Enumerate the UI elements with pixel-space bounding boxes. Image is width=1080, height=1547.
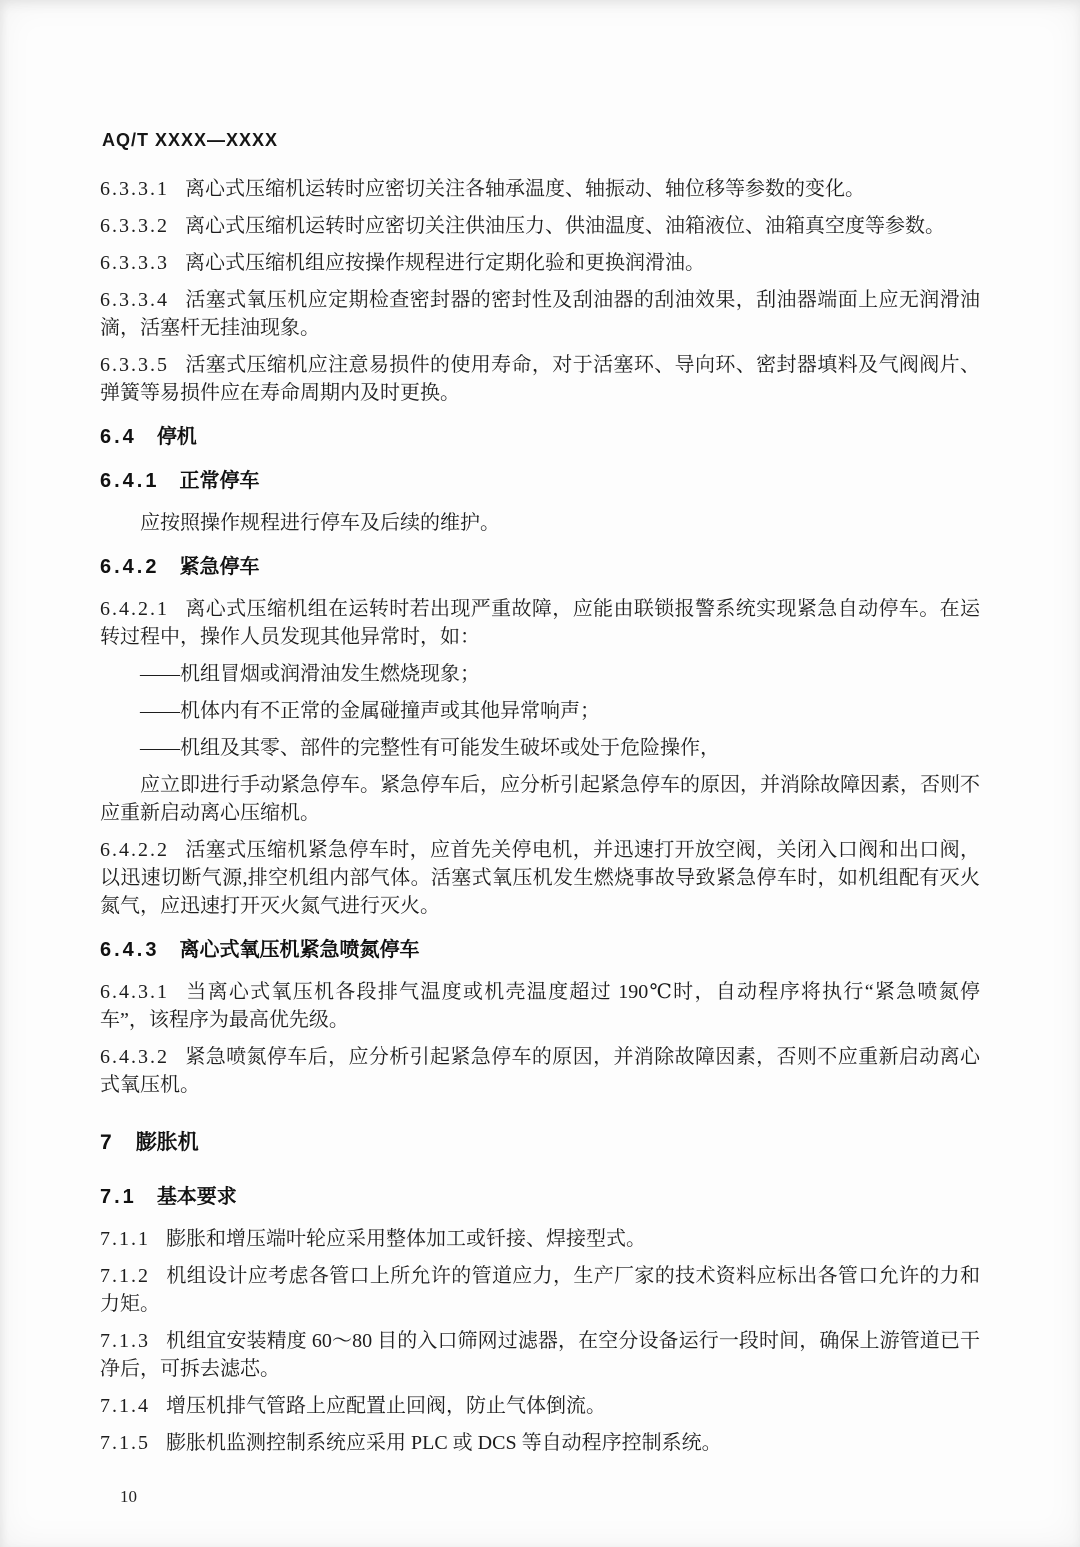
dash-list-item — [100, 660, 980, 688]
clause-text: 活塞式压缩机应注意易损件的使用寿命，对于活塞环、导向环、密封器填料及气阀阀片、弹簧等易损件应在寿命周期内及时更换。 — [100, 354, 980, 404]
section-heading — [100, 1183, 980, 1211]
clause-text: 应立即进行手动紧急停车。紧急停车后，应分析引起紧急停车的原因，并消除故障因素，否则不应重新启动离心压缩机。 — [100, 774, 980, 824]
body-paragraph — [100, 771, 980, 827]
clause-number: 7.1.1 — [100, 1228, 150, 1250]
clause-paragraph — [100, 249, 980, 277]
clause-number: 6.4.3.1 — [100, 981, 169, 1003]
clause-number: 6.4.1 — [100, 470, 160, 492]
clause-paragraph — [100, 836, 980, 920]
section-heading — [100, 553, 980, 581]
clause-text: 离心式压缩机组应按操作规程进行定期化验和更换润滑油。 — [185, 252, 705, 274]
clause-number: 6.3.3.1 — [100, 178, 169, 200]
clause-number: 6.4.2 — [100, 556, 160, 578]
clause-text: 离心式压缩机运转时应密切关注各轴承温度、轴振动、轴位移等参数的变化。 — [185, 178, 865, 200]
clause-text: 正常停车 — [179, 470, 260, 492]
clause-text: 离心式压缩机组在运转时若出现严重故障，应能由联锁报警系统实现紧急自动停车。在运转过程中，操作人员发现其他异常时，如： — [100, 598, 980, 648]
clause-paragraph — [100, 1392, 980, 1420]
clause-text: 紧急停车 — [179, 556, 260, 578]
clause-text: 离心式氧压机紧急喷氮停车 — [179, 939, 420, 961]
dash-list-item — [100, 697, 980, 725]
clause-number: 7 — [100, 1131, 114, 1154]
clause-number: 7.1.3 — [100, 1330, 150, 1352]
clause-number: 7.1.5 — [100, 1432, 150, 1454]
clause-text: 增压机排气管路上应配置止回阀，防止气体倒流。 — [166, 1395, 606, 1417]
clause-paragraph — [100, 1327, 980, 1383]
dash-list-item — [100, 734, 980, 762]
clause-number: 6.3.3.3 — [100, 252, 169, 274]
chapter-heading — [100, 1129, 980, 1157]
page-number: 10 — [120, 1487, 137, 1506]
clause-paragraph — [100, 1225, 980, 1253]
clause-paragraph — [100, 351, 980, 407]
clause-text: 机组宜安装精度 60～80 目的入口筛网过滤器，在空分设备运行一段时间，确保上游管道已干净后，可拆去滤芯。 — [100, 1330, 980, 1380]
clause-number: 6.4.3 — [100, 939, 160, 961]
clause-paragraph — [100, 1262, 980, 1318]
section-heading — [100, 936, 980, 964]
clause-text: 膨胀机监测控制系统应采用 PLC 或 DCS 等自动程序控制系统。 — [166, 1432, 722, 1454]
clause-number: 6.3.3.4 — [100, 289, 169, 311]
standard-number-header: AQ/T XXXX—XXXX — [102, 130, 279, 150]
clause-text: 应按照操作规程进行停车及后续的维护。 — [140, 512, 500, 534]
clause-text: 紧急喷氮停车后，应分析引起紧急停车的原因，并消除故障因素，否则不应重新启动离心式氧压机。 — [100, 1046, 980, 1096]
clause-text: 膨胀和增压端叶轮应采用整体加工或钎接、焊接型式。 — [166, 1228, 646, 1250]
clause-number: 6.3.3.2 — [100, 215, 169, 237]
clause-text: ——机体内有不正常的金属碰撞声或其他异常响声； — [140, 700, 600, 722]
clause-paragraph — [100, 1043, 980, 1099]
clause-text: 离心式压缩机运转时应密切关注供油压力、供油温度、油箱液位、油箱真空度等参数。 — [185, 215, 945, 237]
clause-number: 6.4 — [100, 426, 137, 448]
clause-paragraph — [100, 978, 980, 1034]
clause-text: ——机组及其零、部件的完整性有可能发生破坏或处于危险操作， — [140, 737, 720, 759]
clause-text: 当离心式氧压机各段排气温度或机壳温度超过 190℃时，自动程序将执行“紧急喷氮停车”，该程序为最高优先级。 — [100, 981, 980, 1031]
clause-paragraph — [100, 595, 980, 651]
clause-paragraph — [100, 286, 980, 342]
clause-text: 基本要求 — [156, 1186, 237, 1208]
clause-number: 6.4.2.2 — [100, 839, 169, 861]
document-body — [100, 175, 980, 1457]
clause-text: 机组设计应考虑各管口上所允许的管道应力，生产厂家的技术资料应标出各管口允许的力和力矩。 — [100, 1265, 980, 1315]
section-heading — [100, 467, 980, 495]
body-paragraph — [100, 509, 980, 537]
clause-paragraph — [100, 175, 980, 203]
clause-text: 停机 — [156, 426, 197, 448]
clause-number: 7.1 — [100, 1186, 137, 1208]
clause-number: 6.4.3.2 — [100, 1046, 169, 1068]
clause-paragraph — [100, 212, 980, 240]
section-heading — [100, 423, 980, 451]
clause-text: 活塞式氧压机应定期检查密封器的密封性及刮油器的刮油效果，刮油器端面上应无润滑油滴，活塞杆无挂油现象。 — [100, 289, 980, 339]
clause-text: 活塞式压缩机紧急停车时，应首先关停电机，并迅速打开放空阀，关闭入口阀和出口阀，以迅速切断气源,排空机组内部气体。活塞式氧压机发生燃烧事故导致紧急停车时，如机组配有灭火氮气，应迅速打开灭火氮气进行灭火。 — [100, 839, 980, 917]
clause-text: ——机组冒烟或润滑油发生燃烧现象； — [140, 663, 480, 685]
clause-number: 7.1.4 — [100, 1395, 150, 1417]
clause-text: 膨胀机 — [135, 1131, 199, 1154]
clause-number: 6.3.3.5 — [100, 354, 169, 376]
clause-number: 6.4.2.1 — [100, 598, 169, 620]
clause-number: 7.1.2 — [100, 1265, 150, 1287]
